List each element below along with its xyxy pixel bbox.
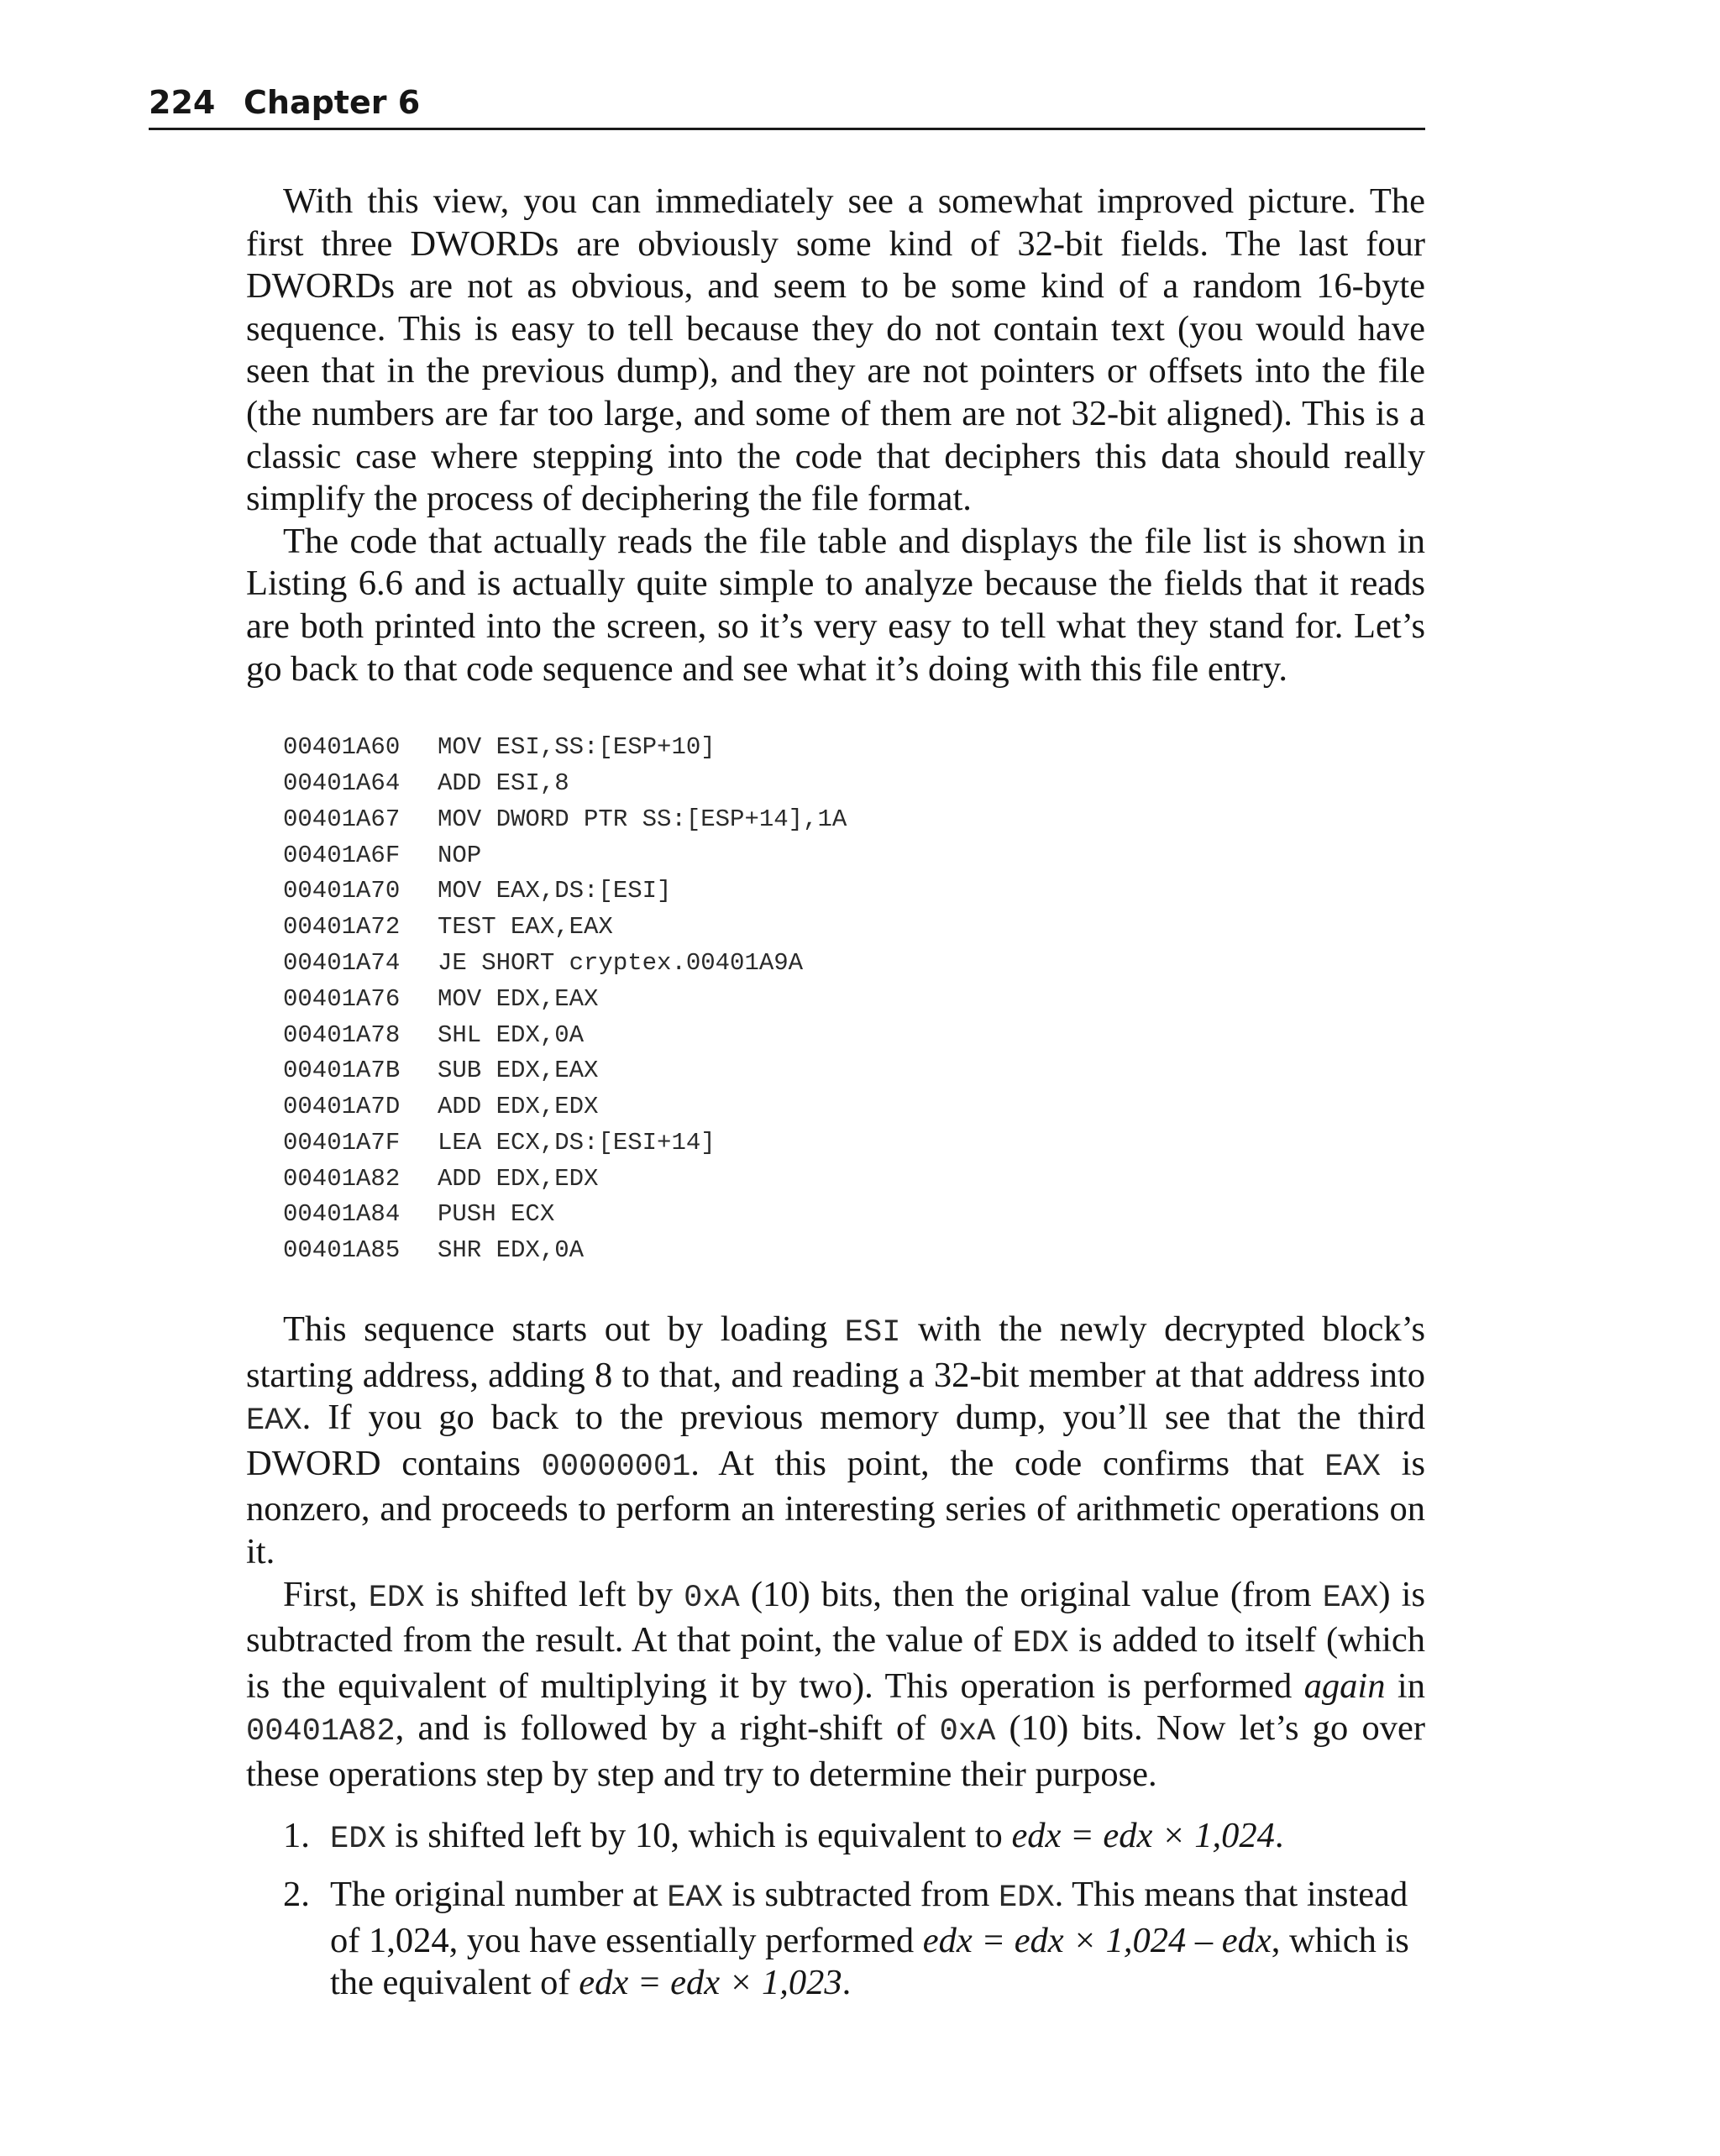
code-line [283, 873, 1425, 910]
code-line [283, 838, 1425, 874]
page-body [246, 181, 1425, 2018]
text-run: is nonzero, and proceeds to perform an interesting series of arithmetic operations on it. [246, 1443, 1425, 1572]
text-run: ) is subtracted from the result. At that point, the value of [246, 1574, 1426, 1660]
code-address: 00401A76 [283, 984, 401, 1013]
code-line [283, 910, 1425, 946]
code-instruction: SHR EDX,0A [438, 1236, 585, 1265]
inline-code: 0xA [684, 1580, 740, 1616]
code-instruction: TEST EAX,EAX [438, 913, 613, 942]
inline-code: EDX [368, 1580, 425, 1616]
text-run: First, [283, 1574, 369, 1614]
code-instruction: MOV EAX,DS:[ESI] [438, 877, 672, 905]
code-instruction: SUB EDX,EAX [438, 1057, 599, 1085]
formula-text: edx = edx × 1,024 [1011, 1815, 1275, 1855]
code-address: 00401A64 [283, 769, 401, 797]
code-line [283, 766, 1425, 802]
text-run: (10) bits, then the original value (from [739, 1574, 1323, 1614]
running-header [149, 81, 1425, 130]
code-instruction: ADD EDX,EDX [438, 1164, 599, 1193]
code-instruction: ADD ESI,8 [438, 769, 569, 797]
text-run: , and is followed by a right-shift of [395, 1708, 940, 1749]
list-item [246, 1815, 1425, 1861]
code-line [283, 1162, 1425, 1198]
code-instruction: ADD EDX,EDX [438, 1093, 599, 1121]
paragraph-2: The code that actually reads the file table and displays the file list is shown in Listing 6.6 and is actually quite simple to analyze because the fields that it reads are both printed into the screen, so it’s very easy to tell what they stand for. Let’s go back to that code sequence and see what it’s doing with this file entry. [246, 521, 1425, 689]
code-line [283, 1089, 1425, 1125]
paragraph-1: With this view, you can immediately see a somewhat improved picture. The first three DWORDs are obviously some kind of 32-bit fields. The last four DWORDs are not as obvious, and seem to be some kind of a random 16-byte sequence. This is easy to tell because they do not contain text (you would have seen that in the previous dump), and they are not pointers or offsets into the file (the numbers are far too large, and some of them are not 32-bit aligned). This is a classic case where stepping into the code that deciphers this data should really simplify the process of deciphering the file format. [246, 181, 1425, 519]
code-instruction: MOV DWORD PTR SS:[ESP+14],1A [438, 805, 847, 833]
code-instruction: MOV ESI,SS:[ESP+10] [438, 733, 716, 762]
chapter-title: Chapter 6 [244, 84, 421, 121]
code-address: 00401A78 [283, 1020, 401, 1049]
code-address: 00401A7F [283, 1128, 401, 1157]
code-listing [283, 730, 1425, 1269]
formula-text: edx = edx × 1,023 [579, 1963, 842, 2003]
text-run: is shifted left by 10, which is equivalent to [385, 1815, 1012, 1855]
code-instruction: PUSH ECX [438, 1200, 555, 1229]
inline-code: EDX [330, 1821, 386, 1857]
code-line [283, 730, 1425, 766]
inline-code: EAX [246, 1403, 302, 1440]
text-run: . At this point, the code confirms that [690, 1443, 1325, 1483]
code-line [283, 946, 1425, 982]
text-run: The original number at [330, 1875, 668, 1915]
text-run: . [842, 1963, 852, 2003]
text-run: . If you go back to the previous memory dump, you’ll see that the third DWORD contains [246, 1398, 1425, 1483]
inline-code: ESI [844, 1315, 901, 1351]
code-address: 00401A85 [283, 1236, 401, 1265]
paragraph-4 [246, 1574, 1425, 1797]
formula-text: edx = edx × 1,024 – edx [922, 1920, 1272, 1960]
code-line [283, 1053, 1425, 1089]
inline-code: EAX [1322, 1580, 1379, 1616]
code-line [283, 982, 1425, 1018]
list-item-number: 1. [283, 1815, 310, 1855]
code-line [283, 1197, 1425, 1233]
inline-code: 0xA [939, 1714, 996, 1750]
list-item-number: 2. [283, 1875, 310, 1915]
code-address: 00401A84 [283, 1200, 401, 1229]
code-address: 00401A72 [283, 913, 401, 942]
text-run: (10) bits. Now let’s go over these operations step by step and try to determine their purpose. [246, 1708, 1425, 1795]
inline-code: EDX [1012, 1626, 1069, 1662]
inline-code: 00401A82 [246, 1714, 396, 1750]
text-run: with the newly decrypted block’s starting address, adding 8 to that, and reading a 32-bit member at that address into [246, 1309, 1425, 1395]
text-run: is added to itself (which is the equivalent of multiplying it by two). This operation is performed [246, 1620, 1425, 1706]
code-address: 00401A82 [283, 1164, 401, 1193]
code-address: 00401A74 [283, 948, 401, 977]
code-instruction: NOP [438, 841, 482, 869]
text-run: is subtracted from [722, 1875, 999, 1915]
text-run: . This means that instead of 1,024, you have essentially performed [330, 1875, 1408, 1960]
code-instruction: MOV EDX,EAX [438, 984, 599, 1013]
code-line [283, 1125, 1425, 1162]
paragraph-3 [246, 1309, 1425, 1574]
text-run: is shifted left by [424, 1574, 684, 1614]
code-address: 00401A60 [283, 733, 401, 762]
inline-code: EAX [667, 1881, 723, 1917]
code-address: 00401A70 [283, 877, 401, 905]
page-number: 224 [149, 84, 216, 121]
inline-code: EDX [999, 1881, 1055, 1917]
code-address: 00401A7B [283, 1057, 401, 1085]
list-item [246, 1874, 1425, 2005]
steps-list [246, 1815, 1425, 2005]
text-run: . [1274, 1815, 1284, 1855]
code-address: 00401A6F [283, 841, 401, 869]
inline-code: EAX [1324, 1449, 1381, 1485]
code-instruction: SHL EDX,0A [438, 1020, 585, 1049]
code-address: 00401A67 [283, 805, 401, 833]
code-instruction: JE SHORT cryptex.00401A9A [438, 948, 804, 977]
code-line [283, 802, 1425, 838]
code-address: 00401A7D [283, 1093, 401, 1121]
inline-code: 00000001 [541, 1449, 691, 1485]
text-run: This sequence starts out by loading [283, 1309, 845, 1350]
code-line [283, 1233, 1425, 1269]
emphasis-text: again [1303, 1666, 1386, 1706]
text-run: , which is the equivalent of [330, 1920, 1409, 2003]
code-instruction: LEA ECX,DS:[ESI+14] [438, 1128, 716, 1157]
text-run: in [1385, 1666, 1425, 1706]
code-line [283, 1018, 1425, 1054]
